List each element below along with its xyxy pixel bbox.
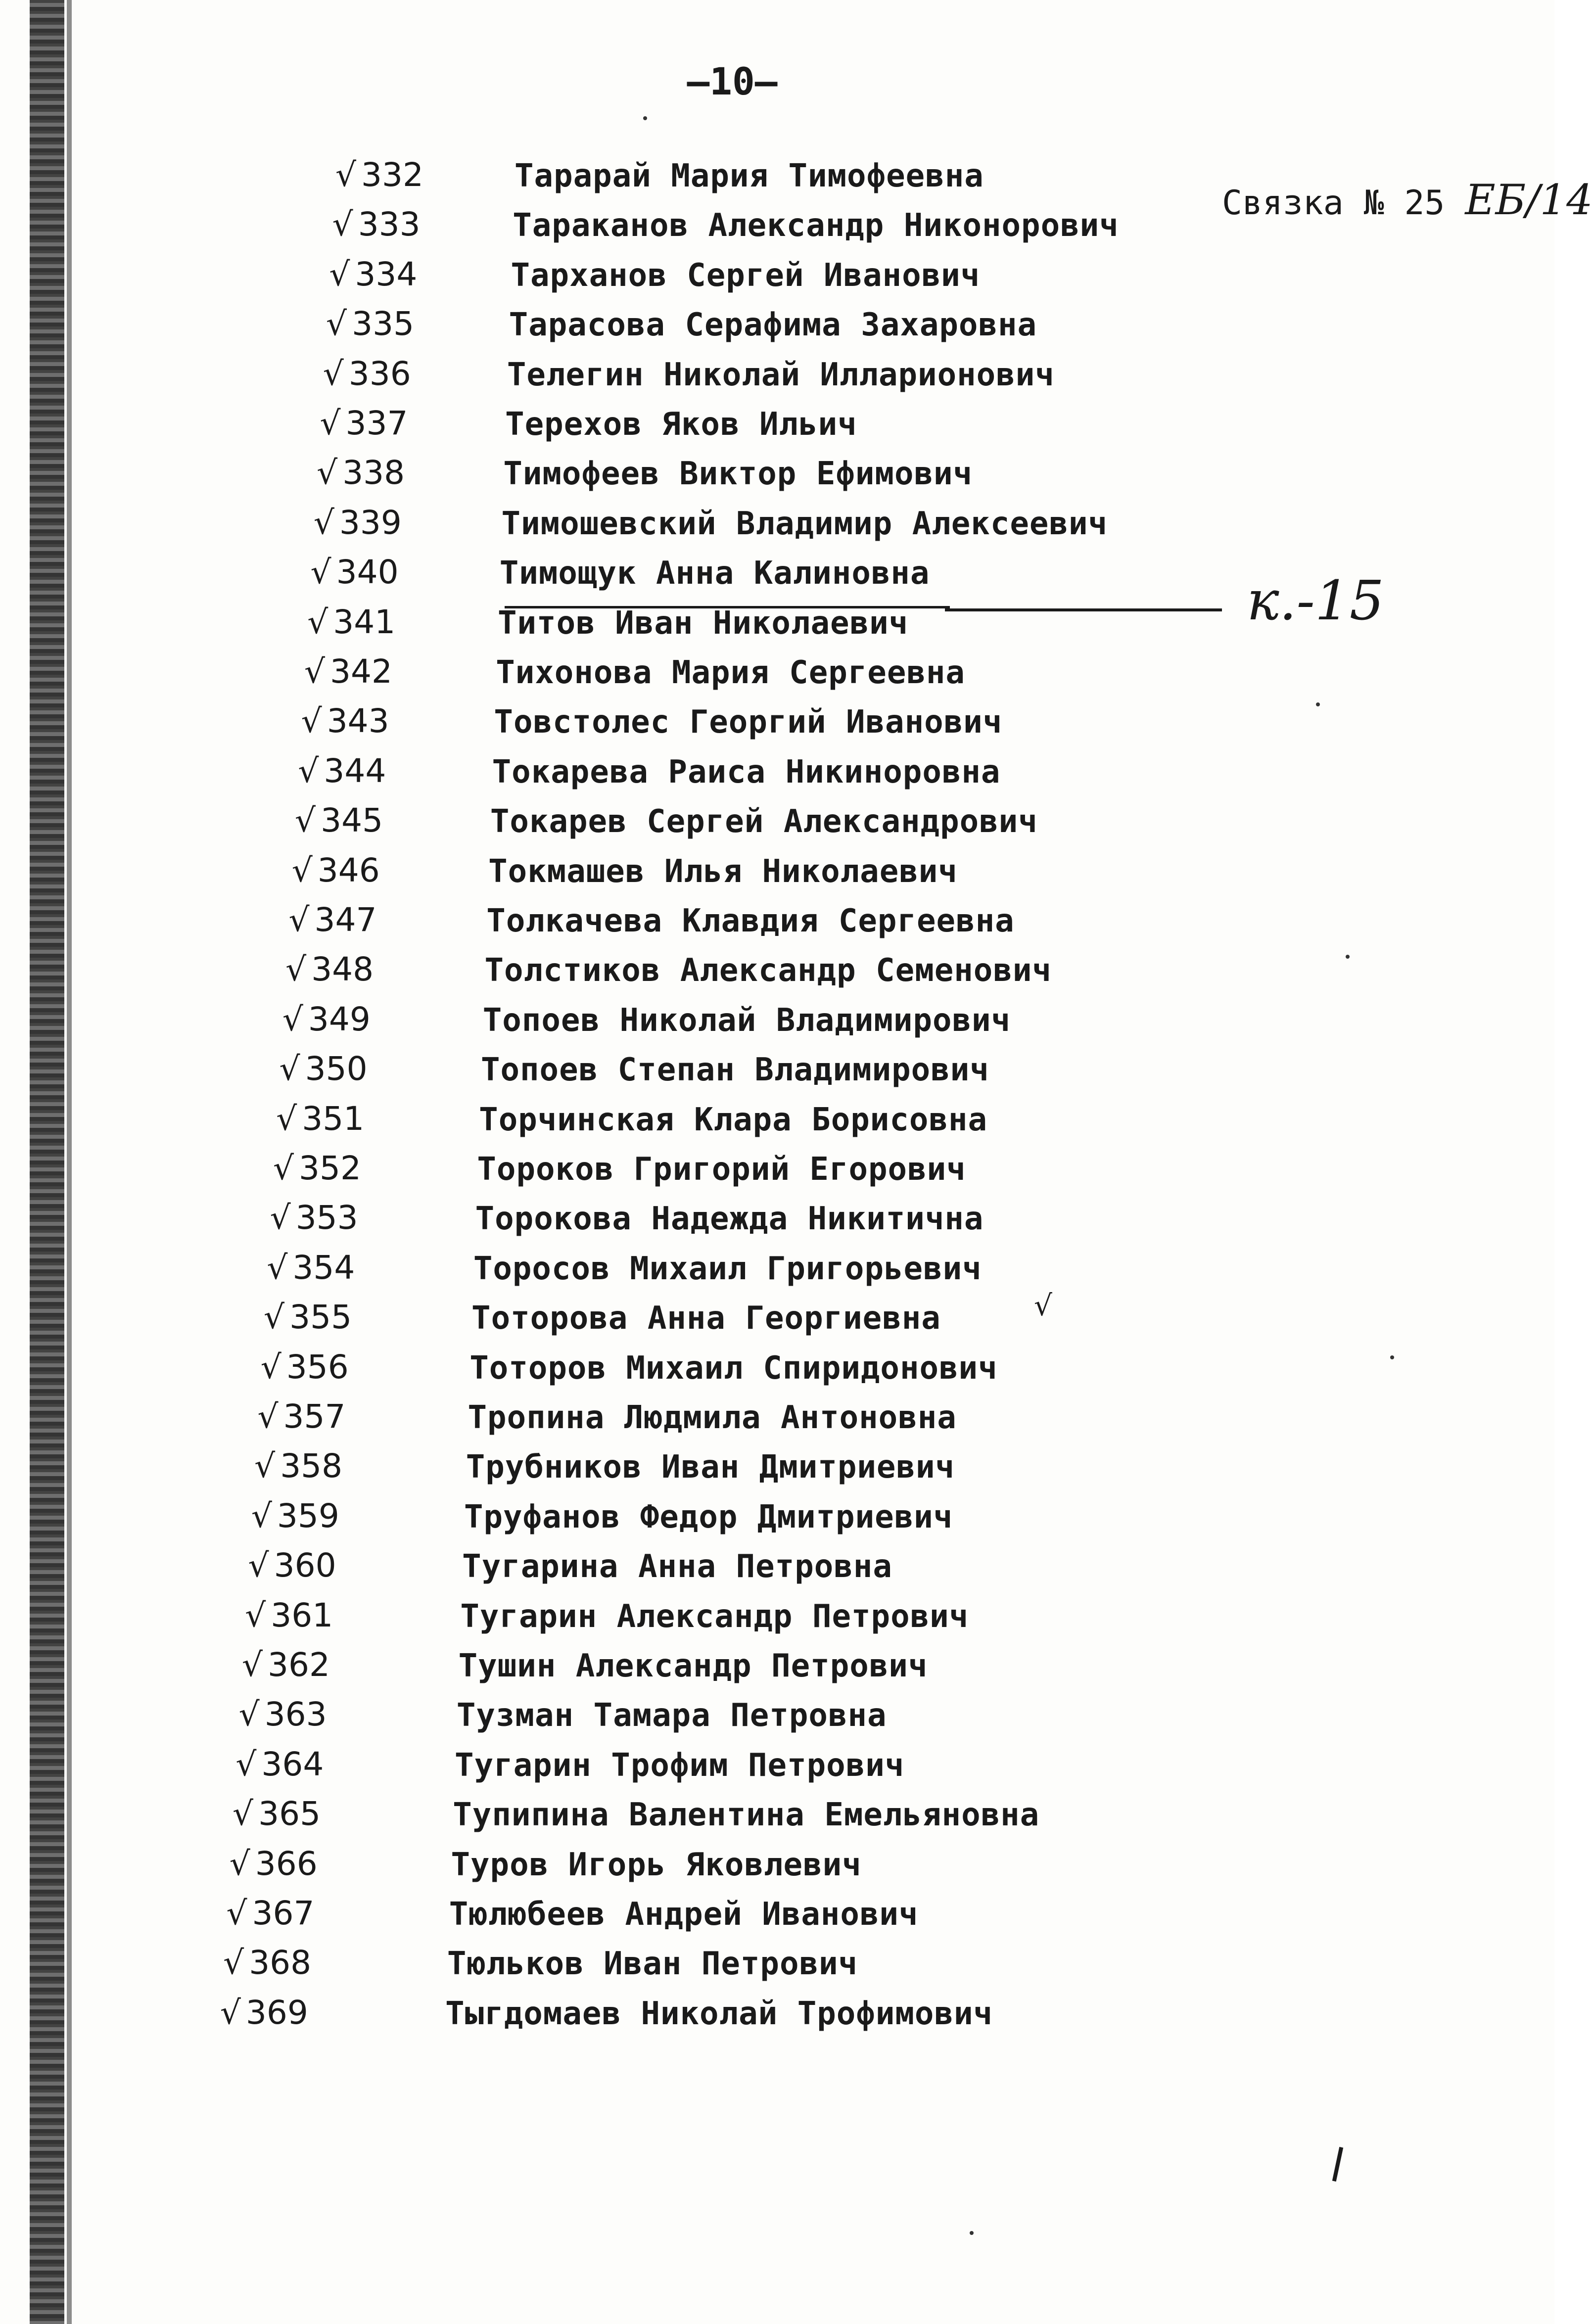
entry-name: Токарева Раиса Никиноровна bbox=[492, 753, 1001, 790]
check-mark: √ bbox=[285, 950, 307, 989]
bundle-number: 25 bbox=[1404, 184, 1445, 223]
entry-name: Труфанов Федор Дмитриевич bbox=[464, 1498, 953, 1535]
binding-shadow bbox=[67, 0, 72, 2324]
entry-name: Туров Игорь Яковлевич bbox=[451, 1846, 862, 1883]
entry-number: 346 bbox=[317, 851, 380, 889]
entry-number: 363 bbox=[264, 1695, 327, 1734]
entry-number: 344 bbox=[324, 751, 386, 790]
check-mark: √ bbox=[276, 1099, 297, 1138]
check-mark: √ bbox=[254, 1447, 276, 1486]
entry-name: Тупипина Валентина Емельяновна bbox=[453, 1797, 1040, 1834]
entry-name: Тушин Александр Петрович bbox=[458, 1648, 928, 1684]
check-mark: √ bbox=[257, 1397, 279, 1436]
entry-name: Тараканов Александр Никонорович bbox=[513, 207, 1119, 244]
entry-name: Тороков Григорий Егорович bbox=[477, 1151, 966, 1188]
corner-mark bbox=[1332, 2147, 1343, 2182]
check-mark: √ bbox=[229, 1844, 250, 1883]
handwritten-k-note: к.-15 bbox=[1247, 569, 1384, 632]
entry-number: 361 bbox=[271, 1596, 333, 1634]
entry-number: 342 bbox=[330, 652, 392, 691]
entry-name: Тузман Тамара Петровна bbox=[456, 1697, 887, 1734]
entry-number: 357 bbox=[283, 1397, 346, 1436]
margin-check-mark: √ bbox=[1034, 1289, 1052, 1322]
entry-name: Топоев Степан Владимирович bbox=[480, 1052, 989, 1089]
entry-name: Тихонова Мария Сергеевна bbox=[496, 654, 965, 691]
check-mark: √ bbox=[329, 255, 350, 293]
entry-number: 333 bbox=[358, 205, 421, 244]
entry-number: 339 bbox=[339, 503, 402, 542]
entry-name: Торокова Надежда Никитична bbox=[475, 1201, 984, 1238]
check-mark: √ bbox=[264, 1298, 285, 1337]
check-mark: √ bbox=[320, 404, 341, 442]
check-mark: √ bbox=[241, 1646, 263, 1684]
entry-number: 340 bbox=[336, 553, 399, 592]
speck bbox=[1390, 1355, 1394, 1359]
entry-name: Токмашев Илья Николаевич bbox=[488, 853, 958, 890]
check-mark: √ bbox=[317, 454, 338, 492]
entry-number: 365 bbox=[258, 1795, 321, 1833]
entry-number: 352 bbox=[299, 1149, 361, 1187]
check-mark: √ bbox=[307, 603, 328, 641]
check-mark: √ bbox=[291, 851, 313, 889]
annotation-line bbox=[945, 608, 1222, 611]
check-mark: √ bbox=[332, 205, 353, 244]
check-mark: √ bbox=[326, 305, 347, 343]
entry-name: Тугарин Александр Петрович bbox=[460, 1598, 969, 1635]
entry-name: Торосов Михаил Григорьевич bbox=[473, 1250, 982, 1287]
speck bbox=[643, 116, 647, 120]
check-mark: √ bbox=[267, 1248, 288, 1287]
check-mark: √ bbox=[304, 652, 325, 691]
entry-number: 334 bbox=[355, 255, 418, 293]
entry-name: Тюлюбеев Андрей Иванович bbox=[449, 1896, 919, 1933]
entry-number: 369 bbox=[245, 1993, 308, 2032]
entry-name: Тоторова Анна Георгиевна bbox=[471, 1300, 941, 1337]
check-mark: √ bbox=[279, 1050, 300, 1088]
check-mark: √ bbox=[226, 1894, 247, 1932]
entry-name: Толстиков Александр Семенович bbox=[484, 952, 1052, 989]
entry-number: 359 bbox=[277, 1496, 339, 1535]
entry-number: 350 bbox=[305, 1050, 368, 1088]
entry-number: 354 bbox=[292, 1248, 355, 1287]
entry-number: 367 bbox=[252, 1894, 315, 1932]
check-mark: √ bbox=[223, 1944, 244, 1982]
entry-number: 349 bbox=[308, 1000, 371, 1038]
check-mark: √ bbox=[270, 1199, 291, 1237]
check-mark: √ bbox=[220, 1993, 241, 2032]
speck bbox=[1316, 702, 1320, 706]
entry-number: 356 bbox=[286, 1348, 349, 1386]
entry-number: 345 bbox=[321, 801, 383, 840]
entry-name: Тропина Людмила Антоновна bbox=[468, 1399, 957, 1436]
entry-name: Тарарай Мария Тимофеевна bbox=[515, 158, 984, 194]
entry-name: Телегин Николай Илларионович bbox=[507, 356, 1055, 393]
page-number: —10— bbox=[687, 59, 778, 103]
check-mark: √ bbox=[295, 801, 316, 840]
check-mark: √ bbox=[282, 1000, 303, 1038]
entry-name: Товстолес Георгий Иванович bbox=[494, 704, 1003, 741]
binding-edge bbox=[30, 0, 64, 2324]
entry-name: Трубников Иван Дмитриевич bbox=[466, 1449, 955, 1486]
check-mark: √ bbox=[233, 1795, 254, 1833]
entry-name: Торчинская Клара Борисовна bbox=[479, 1101, 987, 1138]
check-mark: √ bbox=[248, 1546, 269, 1585]
entry-number: 355 bbox=[289, 1298, 352, 1337]
entry-name: Титов Иван Николаевич bbox=[497, 604, 909, 642]
bundle-reference bbox=[1222, 176, 1593, 224]
entry-number: 368 bbox=[249, 1944, 312, 1982]
entry-number: 343 bbox=[327, 702, 389, 741]
check-mark: √ bbox=[313, 503, 334, 542]
speck bbox=[1346, 955, 1350, 959]
entry-name: Тугарина Анна Петровна bbox=[462, 1548, 892, 1585]
entry-number: 341 bbox=[333, 603, 396, 641]
check-mark: √ bbox=[335, 156, 356, 194]
check-mark: √ bbox=[288, 901, 310, 939]
entry-name: Тарасова Серафима Захаровна bbox=[509, 307, 1037, 344]
check-mark: √ bbox=[245, 1596, 266, 1634]
entry-name: Тарханов Сергей Иванович bbox=[511, 257, 981, 294]
entry-number: 347 bbox=[314, 901, 377, 939]
entry-name: Тимощук Анна Калиновна bbox=[499, 555, 930, 592]
check-mark: √ bbox=[238, 1695, 260, 1734]
speck bbox=[970, 2231, 974, 2235]
entry-number: 366 bbox=[255, 1844, 318, 1883]
check-mark: √ bbox=[310, 553, 331, 592]
entry-name: Тюльков Иван Петрович bbox=[447, 1946, 858, 1983]
entry-name: Тоторов Михаил Спиридонович bbox=[469, 1349, 998, 1387]
check-mark: √ bbox=[323, 354, 344, 393]
check-mark: √ bbox=[301, 702, 322, 741]
entry-number: 348 bbox=[311, 950, 374, 989]
entry-number: 351 bbox=[302, 1099, 365, 1138]
check-mark: √ bbox=[251, 1496, 272, 1535]
entry-number: 364 bbox=[261, 1745, 324, 1783]
check-mark: √ bbox=[235, 1745, 257, 1783]
entry-name: Топоев Николай Владимирович bbox=[482, 1002, 1011, 1039]
entry-name: Токарев Сергей Александрович bbox=[490, 803, 1038, 840]
entry-name: Тимошевский Владимир Алексеевич bbox=[501, 505, 1108, 542]
bundle-handwritten-note: ЕБ/14 bbox=[1465, 176, 1593, 224]
entry-number: 335 bbox=[352, 305, 415, 343]
check-mark: √ bbox=[273, 1149, 294, 1187]
entry-number: 337 bbox=[345, 404, 408, 442]
entry-number: 360 bbox=[274, 1546, 336, 1585]
entry-number: 353 bbox=[295, 1199, 358, 1237]
check-mark: √ bbox=[260, 1348, 281, 1386]
entry-name: Тугарин Трофим Петрович bbox=[455, 1747, 905, 1784]
check-mark: √ bbox=[298, 751, 319, 790]
bundle-label: Связка № bbox=[1222, 184, 1384, 223]
entry-number: 338 bbox=[342, 454, 405, 492]
entry-name: Толкачева Клавдия Сергеевна bbox=[486, 903, 1015, 939]
entry-number: 336 bbox=[348, 354, 411, 393]
entry-name: Терехов Яков Ильич bbox=[505, 406, 857, 443]
entry-name: Тыгдомаев Николай Трофимович bbox=[445, 1995, 993, 2032]
entry-number: 362 bbox=[268, 1646, 330, 1684]
entry-number: 358 bbox=[280, 1447, 343, 1486]
entry-name: Тимофеев Виктор Ефимович bbox=[503, 456, 973, 493]
entry-number: 332 bbox=[361, 156, 423, 194]
